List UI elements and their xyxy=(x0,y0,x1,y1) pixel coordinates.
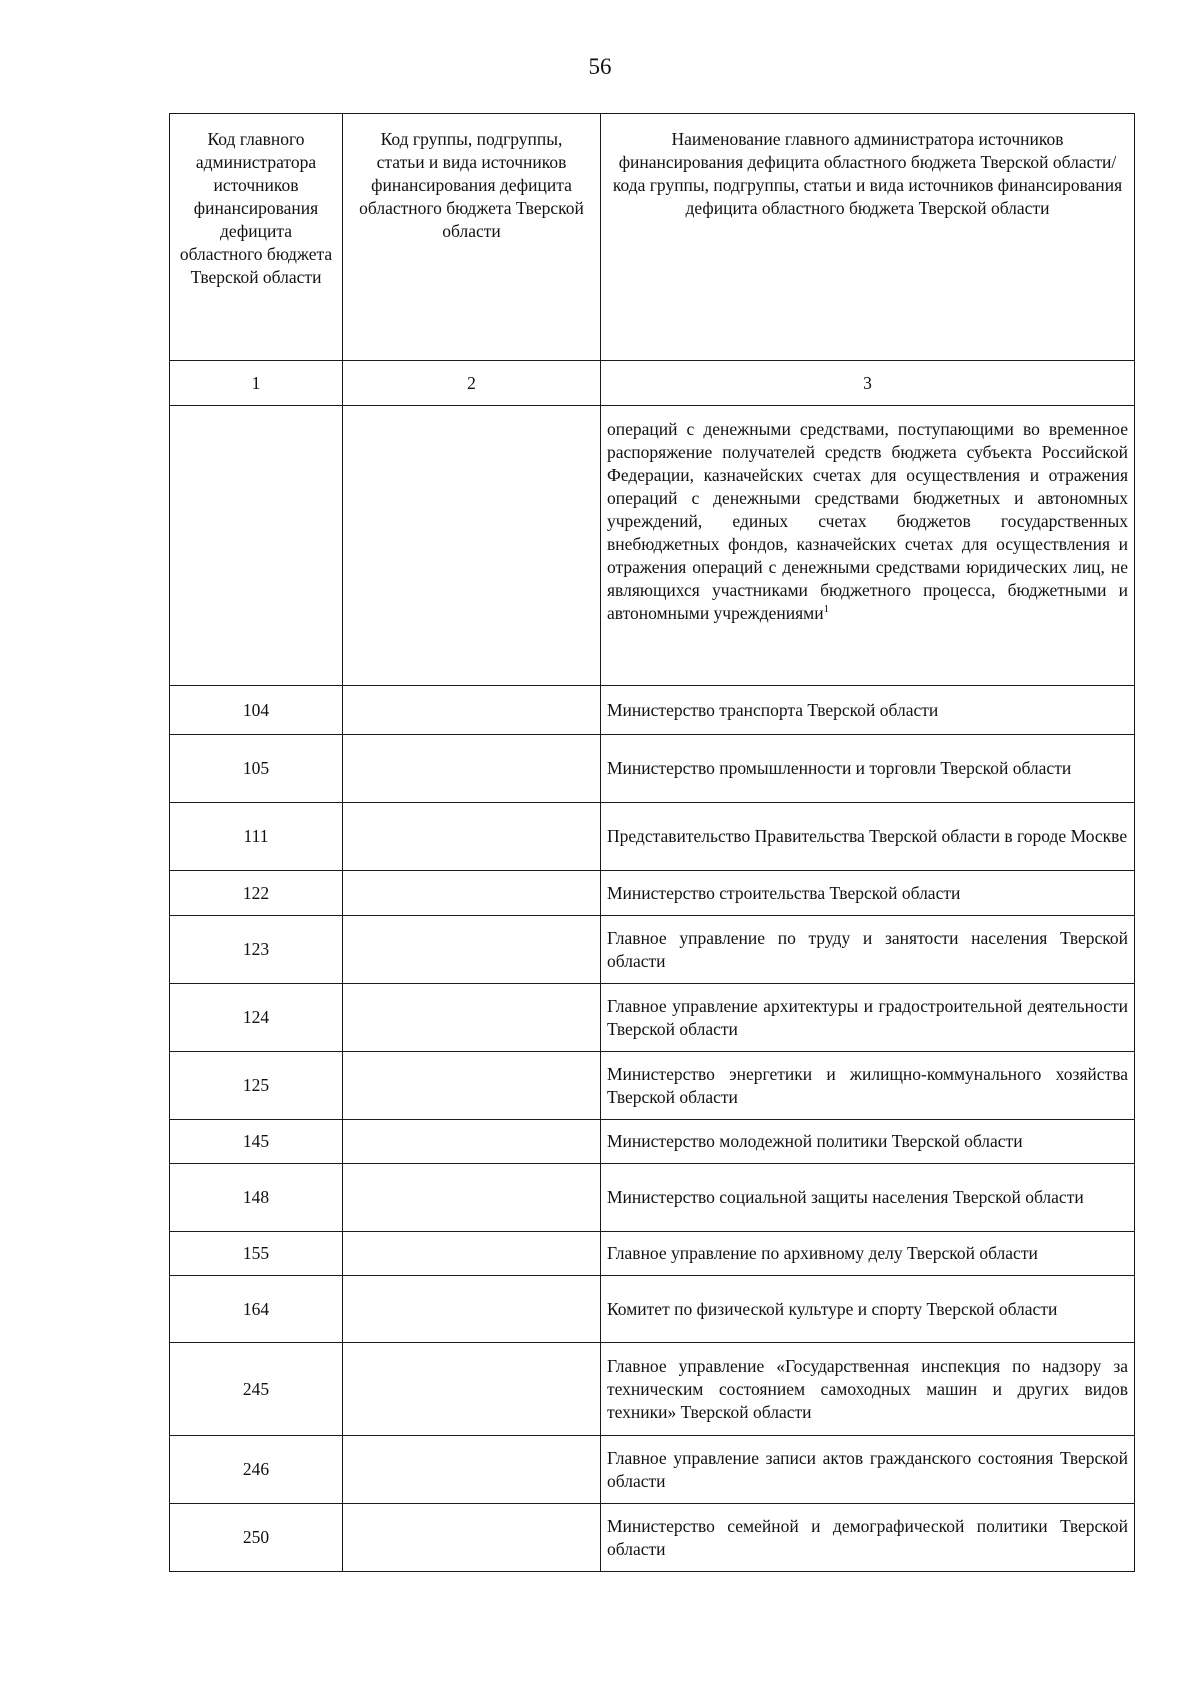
group-code-cell xyxy=(343,406,601,686)
admin-code-cell: 246 xyxy=(170,1436,343,1504)
admin-code-cell: 148 xyxy=(170,1164,343,1232)
table-row xyxy=(170,1504,1135,1572)
name-cell: Представительство Правительства Тверской области в городе Москве xyxy=(601,803,1135,871)
name-cell: Главное управление по труду и занятости населения Тверской области xyxy=(601,916,1135,984)
table-row xyxy=(170,984,1135,1052)
group-code-cell xyxy=(343,1164,601,1232)
table-row xyxy=(170,1120,1135,1164)
name-cell: Главное управление «Государственная инспекция по надзору за техническим состоянием самоходных машин и других видов техники» Тверской области xyxy=(601,1343,1135,1436)
admin-code-cell xyxy=(170,406,343,686)
admin-code-cell: 122 xyxy=(170,871,343,916)
name-cell: Министерство социальной защиты населения Тверской области xyxy=(601,1164,1135,1232)
table-row xyxy=(170,803,1135,871)
administrators-table xyxy=(169,113,1135,1572)
admin-code-cell: 111 xyxy=(170,803,343,871)
name-cell: Министерство молодежной политики Тверской области xyxy=(601,1120,1135,1164)
admin-code-cell: 105 xyxy=(170,735,343,803)
table-row xyxy=(170,1276,1135,1343)
group-code-cell xyxy=(343,871,601,916)
table-row xyxy=(170,871,1135,916)
table-row xyxy=(170,735,1135,803)
admin-code-cell: 104 xyxy=(170,686,343,735)
table-row xyxy=(170,1164,1135,1232)
admin-code-cell: 155 xyxy=(170,1232,343,1276)
table-row xyxy=(170,1232,1135,1276)
admin-code-cell: 125 xyxy=(170,1052,343,1120)
group-code-cell xyxy=(343,1120,601,1164)
table-row xyxy=(170,686,1135,735)
name-cell: Главное управление записи актов гражданского состояния Тверской области xyxy=(601,1436,1135,1504)
column-numbers-row xyxy=(170,361,1135,406)
admin-code-cell: 164 xyxy=(170,1276,343,1343)
group-code-cell xyxy=(343,916,601,984)
column-number: 3 xyxy=(601,361,1135,406)
name-cell: Министерство промышленности и торговли Тверской области xyxy=(601,735,1135,803)
column-number: 1 xyxy=(170,361,343,406)
group-code-cell xyxy=(343,686,601,735)
name-cell: Министерство семейной и демографической политики Тверской области xyxy=(601,1504,1135,1572)
group-code-cell xyxy=(343,803,601,871)
group-code-cell xyxy=(343,984,601,1052)
name-cell: Министерство строительства Тверской области xyxy=(601,871,1135,916)
footnote-mark: 1 xyxy=(823,603,830,616)
group-code-cell xyxy=(343,1343,601,1436)
table-header-row xyxy=(170,114,1135,361)
admin-code-cell: 145 xyxy=(170,1120,343,1164)
name-cell: Главное управление по архивному делу Тверской области xyxy=(601,1232,1135,1276)
group-code-cell xyxy=(343,1436,601,1504)
group-code-cell xyxy=(343,1504,601,1572)
admin-code-cell: 250 xyxy=(170,1504,343,1572)
column-number: 2 xyxy=(343,361,601,406)
name-cell: Министерство энергетики и жилищно-коммунального хозяйства Тверской области xyxy=(601,1052,1135,1120)
table-row xyxy=(170,916,1135,984)
table-row xyxy=(170,1052,1135,1120)
page-number: 56 xyxy=(588,54,612,79)
table-row xyxy=(170,406,1135,686)
group-code-cell xyxy=(343,735,601,803)
group-code-cell xyxy=(343,1232,601,1276)
admin-code-cell: 123 xyxy=(170,916,343,984)
group-code-cell xyxy=(343,1052,601,1120)
header-name: Наименование главного администратора источников финансирования дефицита областного бюджета Тверской области/кода группы, подгруппы, статьи и вида источников финансирования дефицита областного бюджета Тверской области xyxy=(601,114,1135,361)
name-cell xyxy=(601,406,1135,686)
table-row xyxy=(170,1436,1135,1504)
header-group-code: Код группы, подгруппы, статьи и вида источников финансирования дефицита областного бюджета Тверской области xyxy=(343,114,601,361)
name-cell: Комитет по физической культуре и спорту Тверской области xyxy=(601,1276,1135,1343)
admin-code-cell: 245 xyxy=(170,1343,343,1436)
name-text: операций с денежными средствами, поступающими во временное распоряжение получателей средств бюджета субъекта Российской Федерации, казначейских счетах для осуществления и отражения операций с денежными средствами бюджетных и автономных учреждений, единых счетах бюджетов государственных внебюджетных фондов, казначейских счетах для осуществления и отражения операций с денежными средствами юридических лиц, не являющихся участниками бюджетного процесса, бюджетными и автономными учреждениями xyxy=(607,419,1128,623)
header-admin-code: Код главного администратора источников финансирования дефицита областного бюджета Тверской области xyxy=(170,114,343,361)
name-cell: Главное управление архитектуры и градостроительной деятельности Тверской области xyxy=(601,984,1135,1052)
name-cell: Министерство транспорта Тверской области xyxy=(601,686,1135,735)
admin-code-cell: 124 xyxy=(170,984,343,1052)
table-row xyxy=(170,1343,1135,1436)
group-code-cell xyxy=(343,1276,601,1343)
